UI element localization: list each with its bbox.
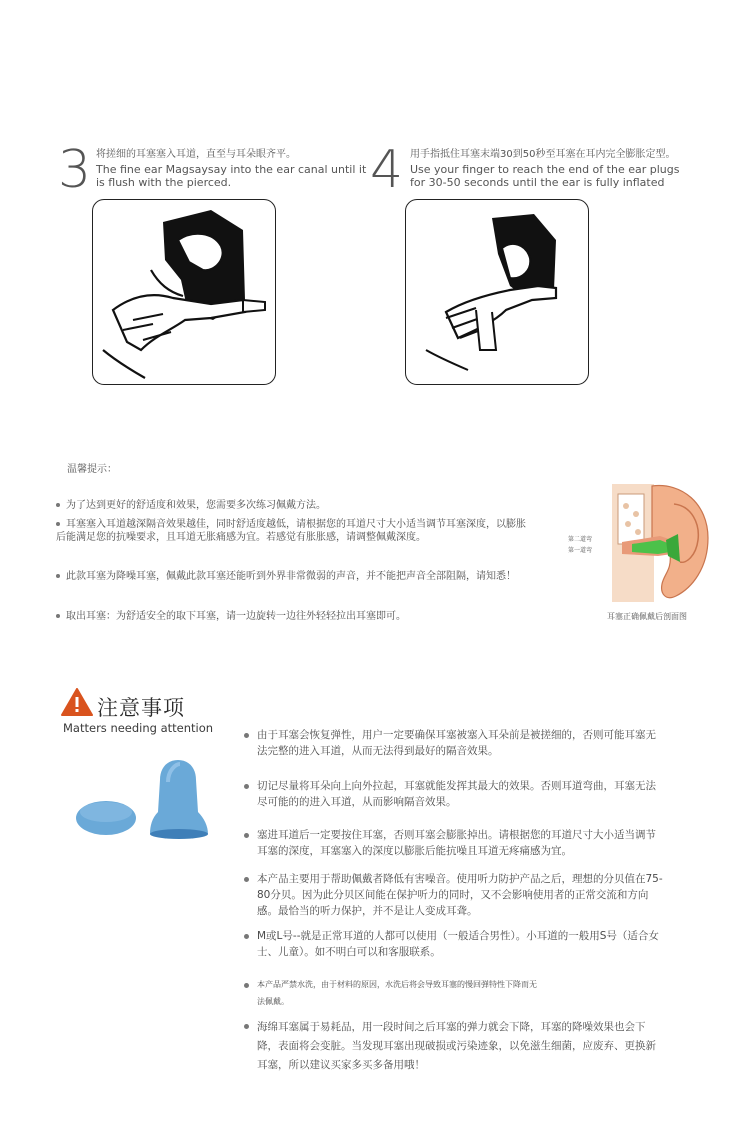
step-4-illustration [405,199,589,385]
note-item-4: 本产品主要用于帮助佩戴者降低有害噪音。使用听力防护产品之后，理想的分贝值在75-80分贝。因为此分贝区间能在保护听力的同时，又不会影响使用者的正常交流和方向感。最恰当的听力保护，并不是让人变成耳聋。 [244,871,664,919]
bullet-icon [244,983,249,988]
step-4-en-1: Use your finger to reach the end of the ear plugs [410,163,680,176]
step-4-text [410,148,720,189]
step-4-en-2: for 30-50 seconds until the ear is fully inflated [410,176,665,189]
bullet-icon [244,1024,249,1029]
earplug-product-image [72,760,212,840]
tips-title: 温馨提示： [67,464,117,475]
bullet-icon [56,614,60,618]
ear-cross-section-diagram [612,484,712,602]
ear-cross-section-icon [612,484,712,602]
earplug-icon [72,760,212,840]
bullet-icon [56,503,60,507]
matters-subtitle: Matters needing attention [63,721,214,735]
note-item-5: M或L号--就是正常耳道的人都可以使用（一般适合男性）。小耳道的一般用S号（适合女士、儿童）。如不明白可以和客服联系。 [244,928,664,960]
note-item-7: 海绵耳塞属于易耗品，用一段时间之后耳塞的弹力就会下降，耳塞的降噪效果也会下降，表面将会变脏。当发现耳塞出现破损或污染迹象，以免滋生细菌，应废弃、更换新耳塞，所以建议买家多买多备用哦！ [244,1018,659,1075]
note-item-2: 切记尽量将耳朵向上向外拉起，耳塞就能发挥其最大的效果。否则耳道弯曲，耳塞无法尽可能的的进入耳道，从而影响隔音效果。 [244,778,664,810]
step-3-illustration [92,199,276,385]
step-3-en-2: is flush with the pierced. [96,176,232,189]
bullet-icon [244,833,249,838]
step-3-en-1: The fine ear Magsaysay into the ear canal until it [96,163,367,176]
note-item-6: 本产品严禁水洗，由于材料的原因，水洗后将会导致耳塞的慢回弹特性下降而无法佩戴。 [244,976,544,1010]
step-4-cn: 用手指抵住耳塞末端30到50秒至耳塞在耳内完全膨胀定型。 [410,149,676,160]
bullet-icon [244,733,249,738]
tip-item-2: 耳塞塞入耳道越深隔音效果越佳，同时舒适度越低，请根据您的耳道尺寸大小适当调节耳塞深度，以膨胀后能满足您的抗噪要求，且耳道无胀痛感为宜。若感觉有胀胀感，请调整佩戴深度。 [56,519,526,543]
tip-item-3: 此款耳塞为降噪耳塞，佩戴此款耳塞还能听到外界非常微弱的声音，并不能把声音全部阻隔，请知悉！ [56,570,526,583]
step-3-text [96,148,376,189]
step-3-cn: 将搓细的耳塞塞入耳道，直至与耳朵眼齐平。 [96,149,296,160]
note-item-1: 由于耳塞会恢复弹性，用户一定要确保耳塞被塞入耳朵前是被搓细的，否则可能耳塞无法完整的进入耳道，从而无法得到最好的隔音效果。 [244,727,664,759]
step-4-number: 4 [370,140,404,200]
bullet-icon [244,784,249,789]
finger-holding-earplug-icon [406,200,588,384]
note-item-3: 塞进耳道后一定要按住耳塞，否则耳塞会膨胀掉出。请根据您的耳道尺寸大小适当调节耳塞的深度，耳塞塞入的深度以膨胀后能抗噪且耳道无疼痛感为宜。 [244,827,664,859]
bullet-icon [244,934,249,939]
ear-label-first-bend: 第一道弯 [568,547,593,554]
matters-title: 注意事项 [97,696,185,720]
bullet-icon [56,522,60,526]
bullet-icon [244,877,249,882]
bullet-icon [56,574,60,578]
hand-inserting-earplug-icon [93,200,275,384]
step-3-number: 3 [58,140,92,200]
tip-item-4: 取出耳塞：为舒适安全的取下耳塞，请一边旋转一边往外轻轻拉出耳塞即可。 [56,610,526,623]
warning-icon [61,688,93,716]
diagram-caption: 耳塞正确佩戴后剖面图 [607,612,687,621]
tip-item-1: 为了达到更好的舒适度和效果，您需要多次练习佩戴方法。 [56,499,526,512]
ear-label-second-bend: 第二道弯 [568,536,593,543]
